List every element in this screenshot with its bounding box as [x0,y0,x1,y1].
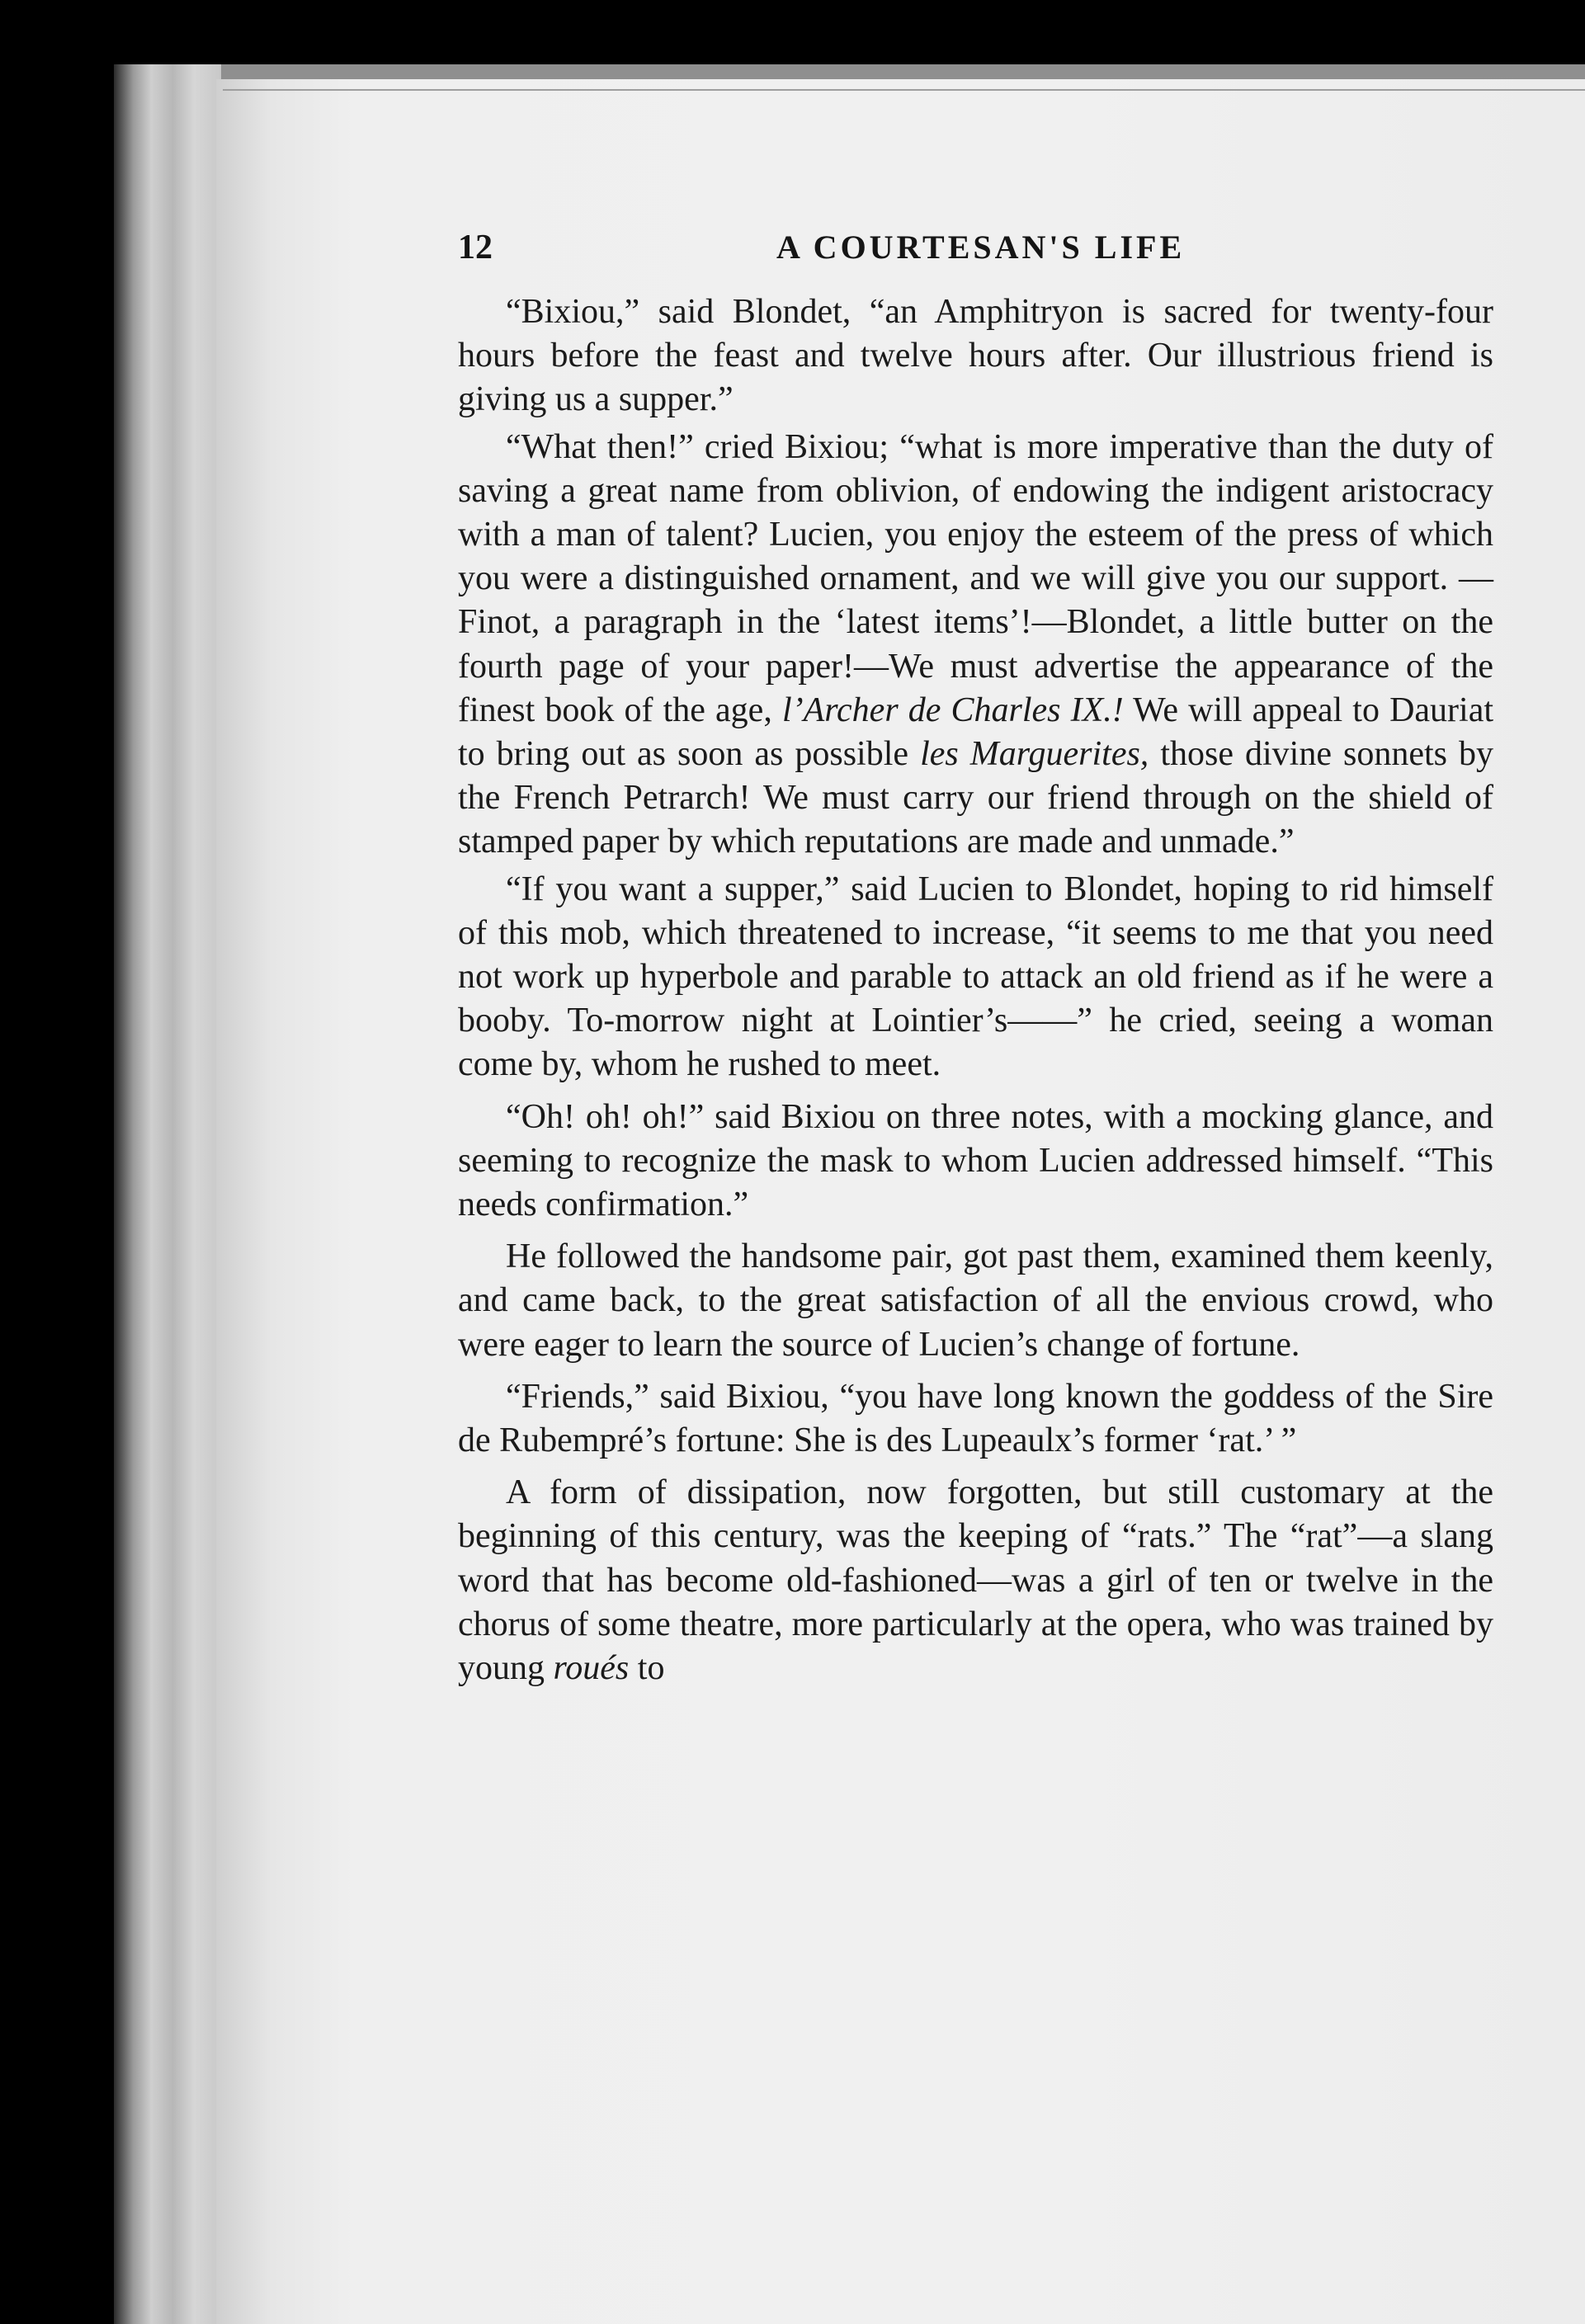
paragraph [458,290,1493,422]
paragraph [458,1096,1493,1228]
paragraph [458,426,1493,865]
paragraph [458,1471,1493,1690]
page-top-edge [223,89,1585,91]
text-run: “Friends,” said Bixiou, “you have long known the goddess of the Sire de Rubempré’s fortune: She is des Lupeaulx’s former ‘rat.’ ” [458,1377,1493,1460]
paragraph [458,868,1493,1087]
text-run: “If you want a supper,” said Lucien to Blondet, hoping to rid himself of this mob, which threatened to increase, “it seems to me that you need not work up hyperbole and parable to attack an old friend as if he were a booby. To-morrow night at Lointier’s——” he cried, seeing a woman come by, whom he rushed to meet. [458,870,1493,1084]
text-run: A form of dissipation, now forgotten, but still customary at the beginning of this century, was the keeping of “rats.” The “rat”—a slang word that has become old-fashioned—was a girl of ten or twelve in the chorus of some theatre, more particularly at the opera, who was trained by young [458,1473,1493,1688]
text-run: “Oh! oh! oh!” said Bixiou on three notes, with a mocking glance, and seeming to recognize the mask to whom Lucien addressed himself. “This needs confirmation.” [458,1097,1493,1224]
italic-text: les Marguerites, [920,735,1149,774]
italic-text: roués [553,1649,630,1688]
page-header [458,228,1493,277]
body-text [458,290,1493,1690]
text-run: to [629,1649,665,1688]
text-run: We will appeal to Dauriat to bring out as soon as possible [458,691,1494,774]
text-run: those divine sonnets by the French Petrarch! We must carry our friend through on the shield of stamped paper by which reputations are made and unmade.” [458,735,1493,861]
italic-text: l’Archer de Charles IX.! [781,691,1124,729]
paragraph [458,1375,1493,1463]
text-run: He followed the handsome pair, got past them, examined them keenly, and came back, to the great satisfaction of all the envious crowd, who were eager to learn the source of Lucien’s change of fortune. [458,1237,1493,1364]
text-run: “Bixiou,” said Blondet, “an Amphitryon is sacred for twenty-four hours before the feast and twelve hours after. Our illustrious friend is giving us a supper.” [458,293,1493,419]
paragraph [458,1235,1493,1367]
page-number: 12 [458,229,493,266]
binding-edge [114,64,221,2324]
text-run: “What then!” cried Bixiou; “what is more imperative than the duty of saving a great name from oblivion, of endowing the indigent aristocracy with a man of talent? Lucien, you enjoy the esteem of the press of which you were a distinguished ornament, and we will give you our support. —Finot, a paragraph in the ‘latest items’!—Blondet, a little butter on the fourth page of your paper!—We must advertise the appearance of the finest book of the age, [458,427,1493,729]
running-head: A COURTESAN'S LIFE [776,229,1186,266]
